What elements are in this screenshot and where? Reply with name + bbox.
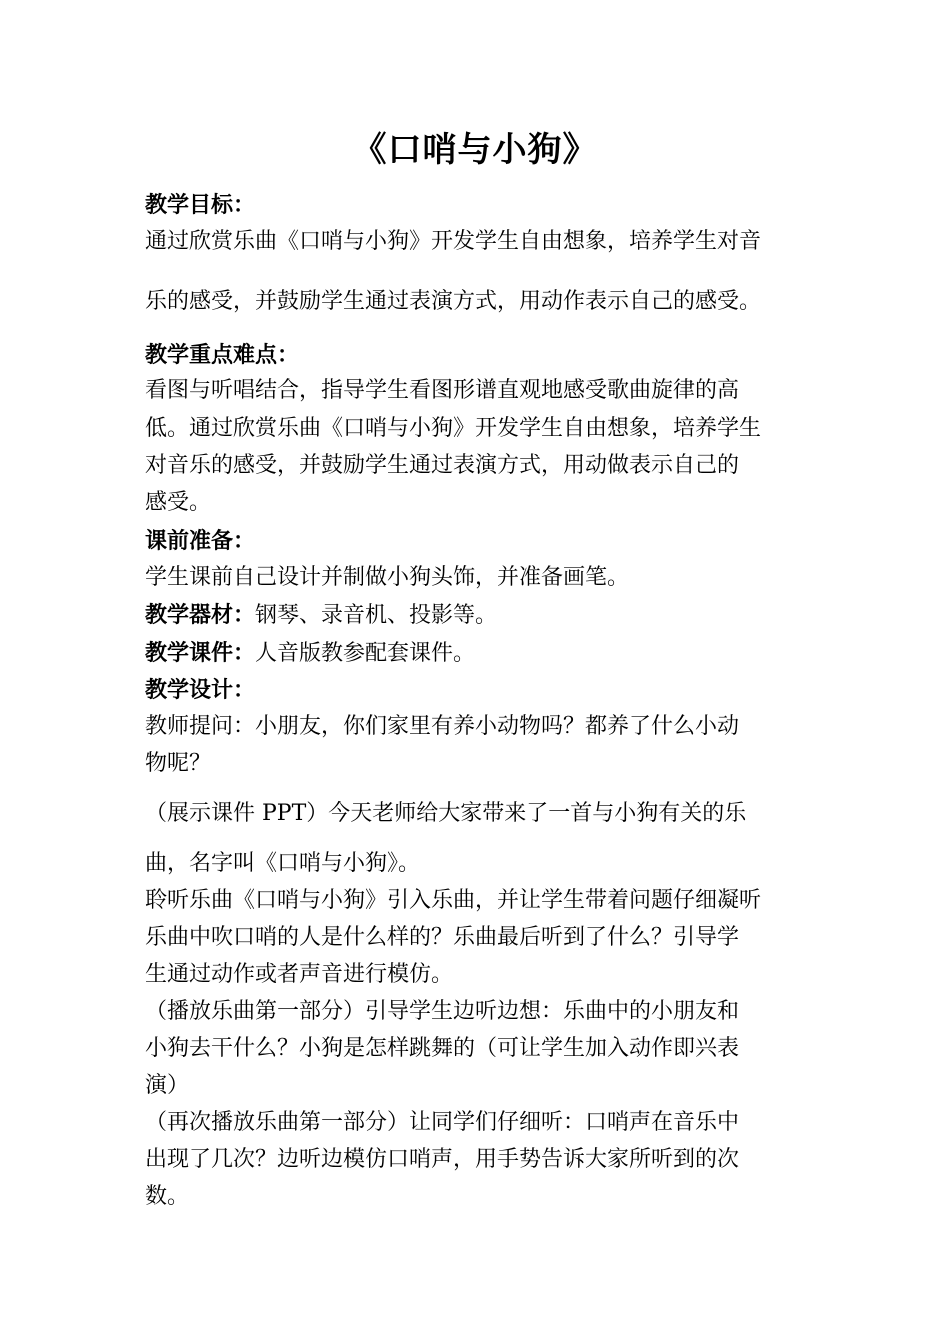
design-line: 生通过动作或者声音进行模仿。 xyxy=(145,962,454,987)
preparation-line: 学生课前自己设计并制做小狗头饰，并准备画笔。 xyxy=(145,565,630,590)
objectives-line: 通过欣赏乐曲《口哨与小狗》开发学生自由想象，培养学生对音 xyxy=(145,229,762,254)
objectives-heading: 教学目标： xyxy=(145,192,256,218)
design-line: 演） xyxy=(145,1073,190,1098)
design-line: （播放乐曲第一部分）引导学生边听边想：乐曲中的小朋友和 xyxy=(145,999,740,1024)
key-points-line: 感受。 xyxy=(145,490,212,515)
key-points-line: 对音乐的感受，并鼓励学生通过表演方式，用动做表示自己的 xyxy=(145,453,740,478)
equipment-value: 钢琴、录音机、投影等。 xyxy=(255,603,498,628)
equipment-label: 教学器材： xyxy=(145,602,256,628)
design-line: （再次播放乐曲第一部分）让同学们仔细听：口哨声在音乐中 xyxy=(145,1110,740,1135)
design-line: 教师提问：小朋友，你们家里有养小动物吗？都养了什么小动 xyxy=(145,714,740,739)
key-points-heading: 教学重点难点： xyxy=(145,342,300,368)
courseware-label: 教学课件： xyxy=(145,640,256,666)
design-line: 曲，名字叫《口哨与小狗》。 xyxy=(145,851,421,876)
preparation-heading: 课前准备： xyxy=(145,528,256,554)
design-line: （展示课件 PPT）今天老师给大家带来了一首与小狗有关的乐 xyxy=(145,801,747,826)
design-line: 数。 xyxy=(145,1184,190,1209)
key-points-line: 低。通过欣赏乐曲《口哨与小狗》开发学生自由想象，培养学生 xyxy=(145,416,762,441)
objectives-line: 乐的感受，并鼓励学生通过表演方式，用动作表示自己的感受。 xyxy=(145,289,762,314)
equipment-row xyxy=(145,600,815,631)
courseware-row xyxy=(145,638,815,669)
key-points-line: 看图与听唱结合，指导学生看图形谱直观地感受歌曲旋律的高 xyxy=(145,378,740,403)
design-line: 出现了几次？边听边模仿口哨声，用手势告诉大家所听到的次 xyxy=(145,1147,740,1172)
design-line: 聆听乐曲《口哨与小狗》引入乐曲，并让学生带着问题仔细凝听 xyxy=(145,888,762,913)
design-line: 小狗去干什么？小狗是怎样跳舞的（可让学生加入动作即兴表 xyxy=(145,1036,740,1061)
courseware-value: 人音版教参配套课件。 xyxy=(255,641,476,666)
design-line: 乐曲中吹口哨的人是什么样的？乐曲最后听到了什么？引导学 xyxy=(145,925,740,950)
page-title: 《口哨与小狗》 xyxy=(352,130,598,170)
design-heading: 教学设计： xyxy=(145,677,256,703)
design-line: 物呢？ xyxy=(145,751,212,776)
